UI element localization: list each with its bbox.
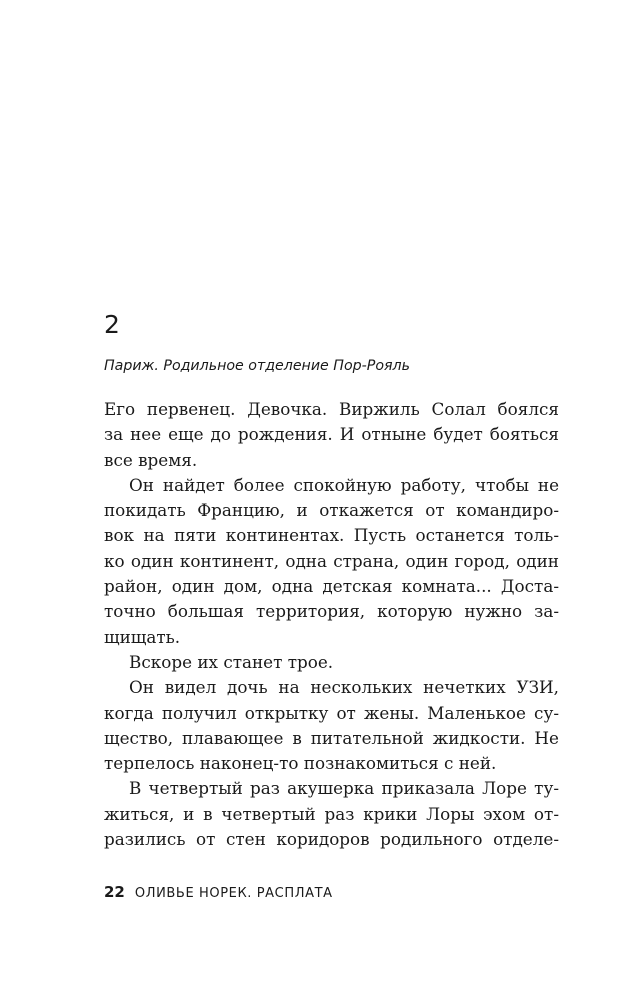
- text-line: когда получил открытку от жены. Маленькое су-: [104, 702, 559, 723]
- chapter-number: 2: [104, 310, 120, 339]
- text-line: терпелось наконец-то познакомиться с ней.: [104, 753, 497, 774]
- text-line: Он видел дочь на нескольких нечетких УЗИ,: [129, 677, 559, 698]
- text-line: В четвертый раз акушерка приказала Лоре ту-: [129, 778, 559, 799]
- text-line: все время.: [104, 449, 198, 470]
- page-footer: [104, 882, 333, 904]
- text-line: щищать.: [104, 626, 181, 647]
- text-line: район, один дом, одна детская комната... Доста-: [104, 576, 559, 597]
- text-line: житься, и в четвертый раз крики Лоры эхом от-: [104, 803, 559, 824]
- page-number: 22: [104, 883, 125, 901]
- chapter-subtitle: Париж. Родильное отделение Пор-Рояль: [104, 358, 410, 374]
- text-line: щество, плавающее в питательной жидкости. Не: [104, 727, 559, 748]
- text-line: точно большая территория, которую нужно за-: [104, 601, 559, 622]
- text-line: вок на пяти континентах. Пусть останется толь-: [104, 525, 559, 546]
- text-line: за нее еще до рождения. И отныне будет бояться: [104, 424, 559, 445]
- text-line: разились от стен коридоров родильного отделе-: [104, 829, 559, 850]
- body-text: [104, 397, 559, 852]
- text-line: покидать Францию, и откажется от командиро-: [104, 500, 559, 521]
- text-line: Его первенец. Девочка. Виржиль Солал боялся: [104, 399, 559, 419]
- running-title: ОЛИВЬЕ НОРЕК. РАСПЛАТА: [134, 886, 333, 901]
- text-line: Он найдет более спокойную работу, чтобы не: [129, 474, 559, 495]
- text-line: Вскоре их станет трое.: [129, 651, 334, 672]
- text-line: ко один континент, одна страна, один город, один: [104, 550, 559, 571]
